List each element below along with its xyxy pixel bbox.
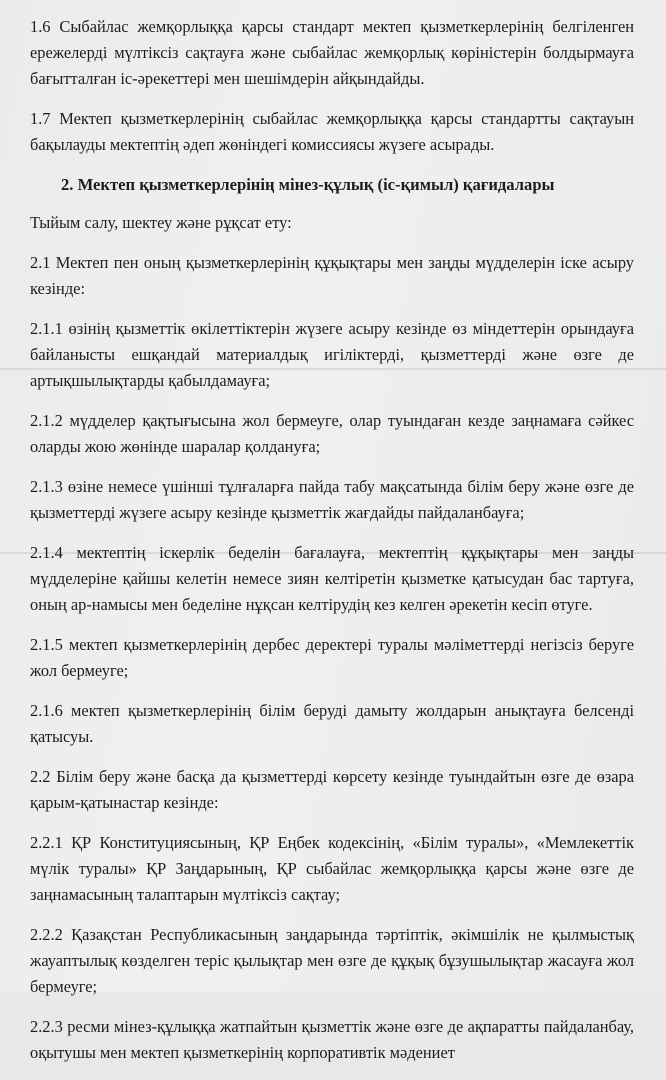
paragraph-2-2-2: 2.2.2 Қазақстан Республикасының заңдарында тәртіптік, әкімшілік не қылмыстық жауаптылық көзделген теріс қылықтар мен өзге де құқық бұзушылықтар жасауға жол бермеуге; [30, 925, 634, 996]
paragraph-2-1: 2.1 Мектеп пен оның қызметкерлерінің құқықтары мен заңды мүдделерін іске асыру кезінде: [30, 253, 634, 298]
section-2-heading: 2. Мектеп қызметкерлерінің мінез-құлық (іс-қимыл) қағидалары [61, 175, 555, 194]
paragraph-2-2-1: 2.2.1 ҚР Конституциясының, ҚР Еңбек кодексінің, «Білім туралы», «Мемлекеттік мүлік туралы» ҚР Заңдарының, ҚР сыбайлас жемқорлыққа қарсы және өзге де заңнамасының талаптарын мүлтіксіз сақтау; [30, 833, 634, 904]
paragraph-1-6: 1.6 Сыбайлас жемқорлыққа қарсы стандарт мектеп қызметкерлерінің белгіленген ережелерді мүлтіксіз сақтауға және сыбайлас жемқорлық көріністерін болдырмауға бағытталған іс-әрекеттері мен шешімдерін айқындайды. [30, 17, 634, 88]
paragraph-2-1-3: 2.1.3 өзіне немесе үшінші тұлғаларға пайда табу мақсатында білім беру және өзге де қызметтерді жүзеге асыру кезінде қызметтік жағдайды пайдаланбауға; [30, 477, 634, 522]
paragraph-2-1-2: 2.1.2 мүдделер қақтығысына жол бермеуге, олар туындаған кезде заңнамаға сәйкес оларды жою жөнінде шаралар қолдануға; [30, 411, 634, 456]
document-body [30, 14, 634, 1080]
paragraph-1-7: 1.7 Мектеп қызметкерлерінің сыбайлас жемқорлыққа қарсы стандартты сақтауын бақылауды мектептің әдеп жөніндегі комиссиясы жүзеге асырады. [30, 109, 634, 154]
paragraph-2-2: 2.2 Білім беру және басқа да қызметтерді көрсету кезінде туындайтын өзге де өзара қарым-қатынастар кезінде: [30, 767, 634, 812]
paragraph-2-1-6: 2.1.6 мектеп қызметкерлерінің білім беруді дамыту жолдарын анықтауға белсенді қатысуы. [30, 701, 634, 746]
paragraph-2-2-3: 2.2.3 ресми мінез-құлыққа жатпайтын қызметтік және өзге де ақпаратты пайдаланбау, оқытушы мен мектеп қызметкерінің корпоративтік мәдениет [30, 1017, 634, 1062]
prohibitions-intro: Тыйым салу, шектеу және рұқсат ету: [30, 213, 292, 232]
paragraph-2-1-1: 2.1.1 өзінің қызметтік өкілеттіктерін жүзеге асыру кезінде өз міндеттерін орындауға байланысты ешқандай материалдық игіліктерді, қызметтерді және өзге де артықшылықтарды қабылдамауға; [30, 319, 634, 390]
paragraph-2-1-4: 2.1.4 мектептің іскерлік беделін бағалауға, мектептің құқықтары мен заңды мүдделеріне қайшы келетін немесе зиян келтіретін қызметке қатысудан бас тартуға, оның ар-намысы мен беделіне нұқсан келтірудің кез келген әрекетін кесіп өтуге. [30, 543, 634, 614]
paragraph-2-1-5: 2.1.5 мектеп қызметкерлерінің дербес деректері туралы мәліметтерді негізсіз беруге жол бермеуге; [30, 635, 634, 680]
